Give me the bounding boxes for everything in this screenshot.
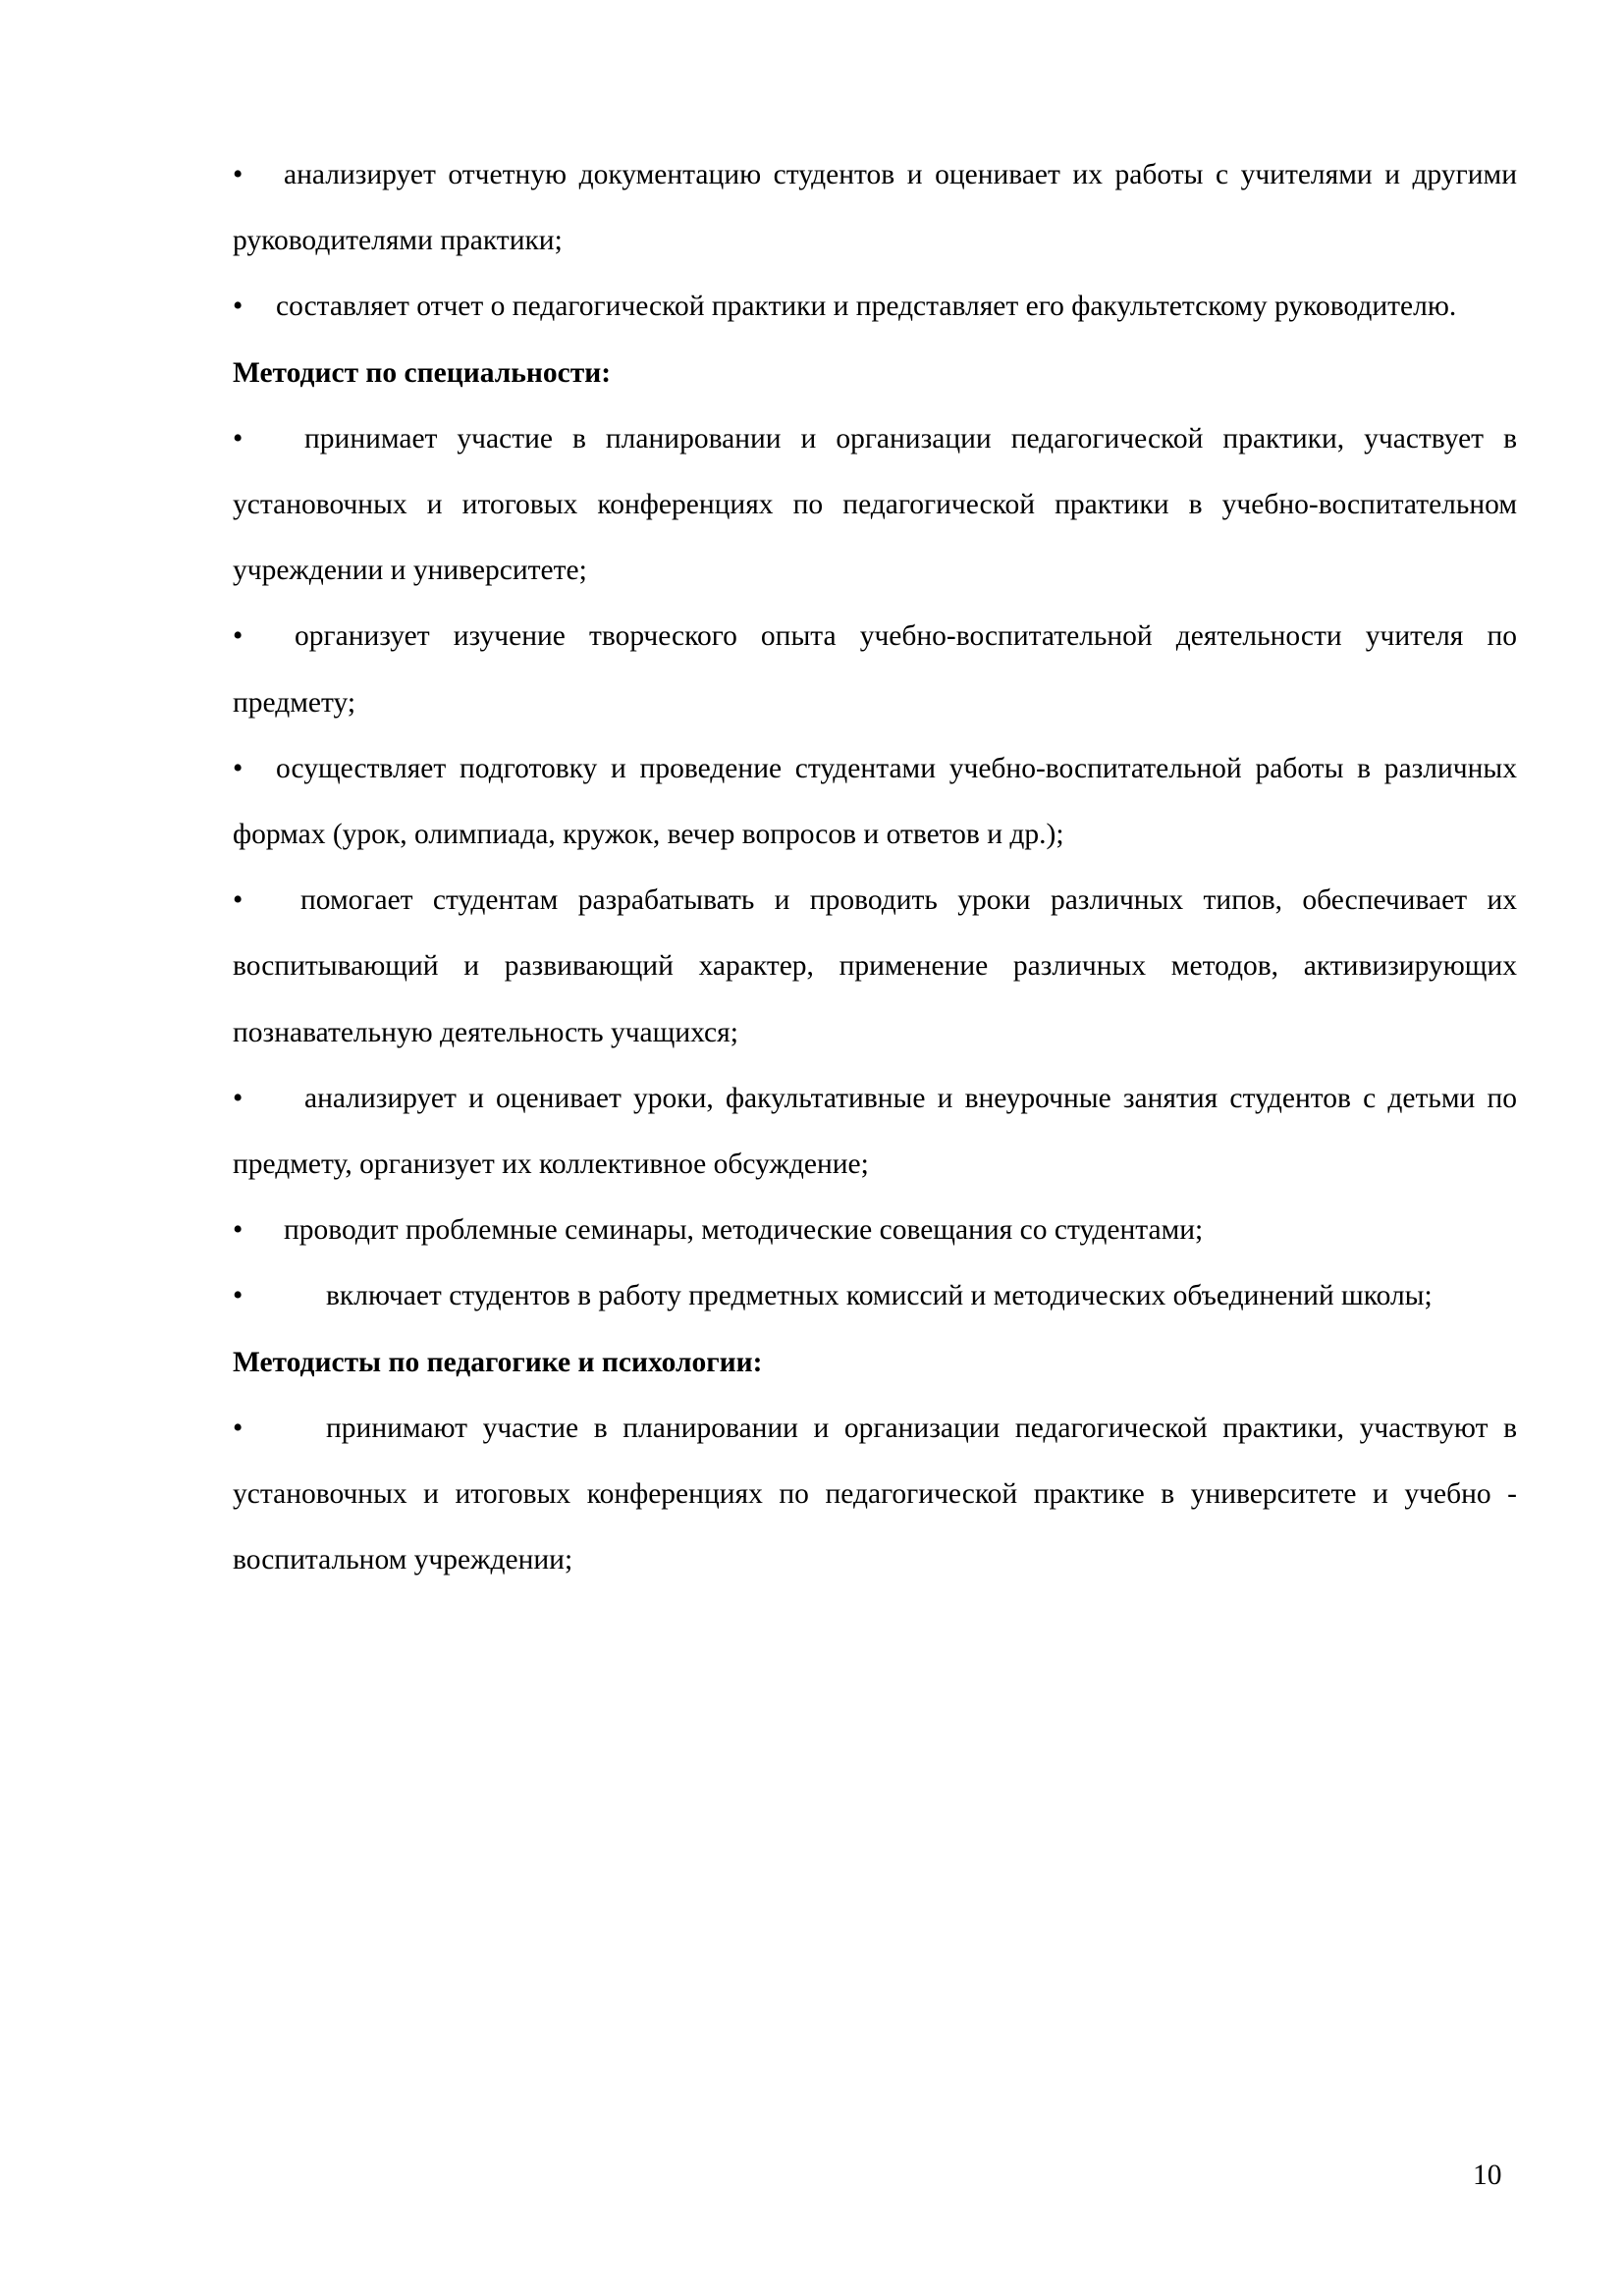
list-item (233, 736, 1517, 868)
list-item-text: помогает студентам разрабатывать и проводить уроки различных типов, обеспечивает их воспитывающий и развивающий характер, применение различных методов, активизирующих познавательную деятельность учащихся; (233, 884, 1517, 1048)
list-item-text: анализирует и оценивает уроки, факультативные и внеурочные занятия студентов с детьми по предмету, организует их коллективное обсуждение; (233, 1082, 1517, 1181)
list-item (233, 1066, 1517, 1198)
list-item-text: анализирует отчетную документацию студентов и оценивает их работы с учителями и другими руководителями практики; (233, 159, 1517, 257)
list-item (233, 1263, 1517, 1329)
list-item-text: принимают участие в планировании и организации педагогической практики, участвуют в установочных и итоговых конференциях по педагогической практике в университете и учебно - воспитальном учреждении; (233, 1412, 1517, 1576)
bullet-icon: • (233, 291, 244, 323)
list-item-text: включает студентов в работу предметных комиссий и методических объединений школы; (326, 1280, 1433, 1312)
list-item-text: составляет отчет о педагогической практики и представляет его факультетскому руководителю. (276, 291, 1457, 323)
page-number: 10 (1473, 2160, 1502, 2191)
section-heading: Методист по специальности: (233, 356, 612, 389)
document-page (233, 142, 1517, 1593)
list-item (233, 868, 1517, 1066)
bullet-icon: • (233, 422, 244, 454)
section-heading: Методисты по педагогике и психологии: (233, 1346, 763, 1378)
list-item (233, 604, 1517, 735)
list-item (233, 142, 1517, 274)
bullet-icon: • (233, 1280, 244, 1312)
bullet-icon: • (233, 1082, 244, 1114)
bullet-icon: • (233, 1214, 244, 1247)
bullet-icon: • (233, 159, 244, 190)
list-item-text: осуществляет подготовку и проведение студентами учебно-воспитательной работы в различных формах (урок, олимпиада, кружок, вечер вопросов и ответов и др.); (233, 752, 1517, 851)
list-item (233, 1198, 1517, 1263)
bullet-icon: • (233, 1412, 244, 1444)
list-item (233, 1396, 1517, 1594)
list-item-text: принимает участие в планировании и организации педагогической практики, участвует в установочных и итоговых конференциях по педагогической практики в учебно-воспитательном учреждении и университете; (233, 422, 1517, 587)
list-item (233, 406, 1517, 605)
bullet-icon: • (233, 620, 244, 653)
bullet-icon: • (233, 752, 244, 784)
list-item (233, 274, 1517, 340)
list-item-text: организует изучение творческого опыта учебно-воспитательной деятельности учителя по предмету; (233, 620, 1517, 719)
bullet-icon: • (233, 884, 244, 917)
list-item-text: проводит проблемные семинары, методические совещания со студентами; (284, 1214, 1204, 1247)
